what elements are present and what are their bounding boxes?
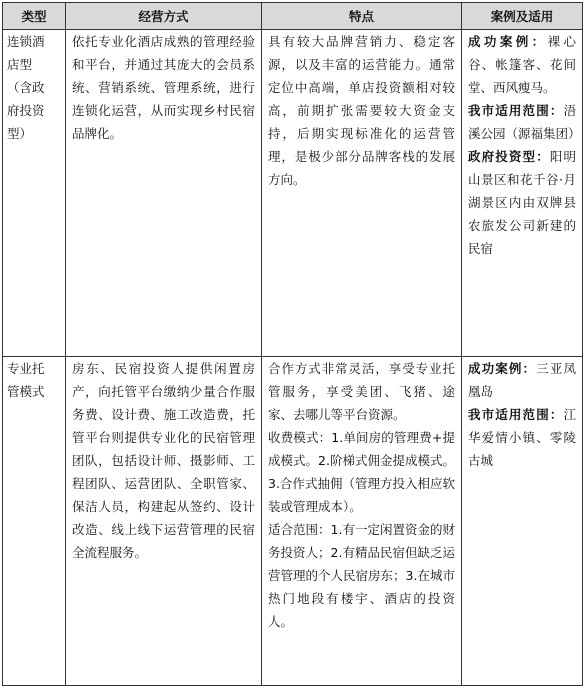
case-text: 江华爱情小镇、零陵古城 bbox=[468, 407, 576, 468]
case-entry bbox=[468, 30, 576, 99]
case-label: 我市适用范围： bbox=[468, 407, 564, 422]
case-label: 成功案例： bbox=[468, 361, 537, 376]
case-entry bbox=[468, 357, 576, 403]
row-type bbox=[3, 30, 66, 357]
case-entry bbox=[468, 403, 576, 472]
header-cases: 案例及适用 bbox=[462, 3, 583, 30]
table-row bbox=[3, 30, 583, 357]
row-features bbox=[262, 357, 462, 686]
type-line: 专业托 bbox=[7, 361, 45, 376]
type-line: （含政 bbox=[7, 80, 45, 95]
feature-paragraph: 合作方式非常灵活，享受专业托管服务，享受美团、飞猪、途家、去哪儿等平台资源。 bbox=[268, 361, 455, 422]
type-line: 型） bbox=[7, 126, 33, 141]
type-line: 连锁酒 bbox=[7, 34, 45, 49]
business-model-table bbox=[2, 2, 583, 686]
feature-paragraph: 收费模式：1.单间房的管理费+提成模式。2.阶梯式佣金提成模式。3.合作式抽佣（管理方投入相应软装或管理成本）。 bbox=[268, 430, 455, 514]
case-entry bbox=[468, 145, 576, 260]
row-operation-mode: 房东、民宿投资人提供闲置房产，向托管平台缴纳少量合作服务费、设计费、施工改造费，托管平台则提供专业化的民宿管理团队，包括设计师、摄影师、工程团队、运营团队、全职管家、保洁人员，构建起从签约、设计改造、线上线下运营管理的民宿全流程服务。 bbox=[66, 357, 262, 686]
type-line: 管模式 bbox=[7, 384, 45, 399]
row-operation-mode: 依托专业化酒店成熟的管理经验和平台，并通过其庞大的会员系统、营销系统、管理系统，进行连锁化运营，从而实现乡村民宿品牌化。 bbox=[66, 30, 262, 357]
case-text: 裸心谷、帐篷客、花间堂、西风瘦马。 bbox=[468, 34, 576, 95]
feature-paragraph: 适合范围：1.有一定闲置资金的财务投资人；2.有精品民宿但缺乏运营管理的个人民宿房东；3.在城市热门地段有楼宇、酒店的投资人。 bbox=[268, 522, 455, 629]
header-features: 特点 bbox=[262, 3, 462, 30]
table-header-row bbox=[3, 3, 583, 30]
case-entry bbox=[468, 99, 581, 145]
table-row bbox=[3, 357, 583, 686]
feature-paragraph: 具有较大品牌营销力、稳定客源，以及丰富的运营能力。通常定位中高端，单店投资额相对较高，前期扩张需要较大资金支持，后期实现标准化的运营管理，是极少部分品牌客栈的发展方向。 bbox=[268, 34, 455, 187]
case-text: 三亚凤凰岛 bbox=[468, 361, 576, 399]
case-label: 政府投资型： bbox=[468, 149, 550, 164]
case-text: 阳明山景区和花千谷·月湖景区内由双牌县农旅发公司新建的民宿 bbox=[468, 149, 576, 256]
case-label: 成功案例： bbox=[468, 34, 548, 49]
type-line: 店型 bbox=[7, 57, 33, 72]
row-cases bbox=[462, 30, 583, 357]
header-operation-mode: 经营方式 bbox=[66, 3, 262, 30]
row-features bbox=[262, 30, 462, 357]
header-type: 类型 bbox=[3, 3, 66, 30]
row-cases bbox=[462, 357, 583, 686]
row-type bbox=[3, 357, 66, 686]
case-label: 我市适用范围： bbox=[468, 103, 564, 118]
type-line: 府投资 bbox=[7, 103, 45, 118]
case-text: 浯溪公园（源福集团） bbox=[468, 103, 581, 141]
